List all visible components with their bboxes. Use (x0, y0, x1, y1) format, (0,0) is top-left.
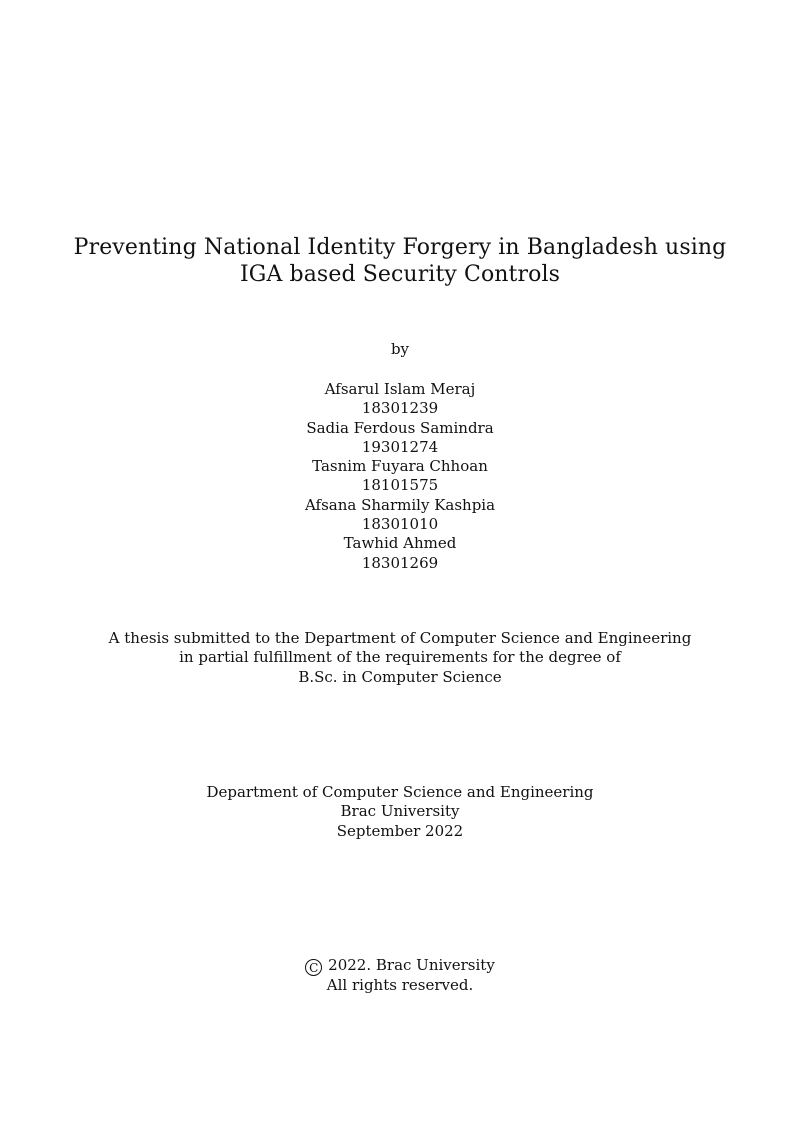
author-id: 19301274 (361, 437, 439, 456)
author-id: 18301010 (361, 515, 439, 534)
author-list (0, 380, 800, 573)
copyright-line (0, 956, 800, 976)
author-id: 18101575 (361, 476, 439, 495)
submission-line-3: B.Sc. in Computer Science (298, 667, 502, 686)
copyright-text: 2022. Brac University (328, 956, 495, 974)
title-line-2: IGA based Security Controls (239, 262, 560, 287)
author-name: Sadia Ferdous Samindra (306, 418, 494, 437)
submission-line-2: in partial fulfillment of the requirements for the degree of (179, 648, 621, 667)
copyright-block (0, 956, 800, 995)
author-name: Afsarul Islam Meraj (324, 380, 476, 398)
submission-statement (0, 629, 800, 687)
thesis-title (0, 234, 800, 288)
author-name: Afsana Sharmily Kashpia (304, 495, 496, 514)
university-name: Brac University (340, 802, 460, 821)
title-line-1: Preventing National Identity Forgery in Bangladesh using (73, 235, 727, 260)
by-label: by (390, 340, 410, 358)
author-id: 18301269 (361, 553, 439, 572)
affiliation-block (0, 783, 800, 841)
rights-reserved: All rights reserved. (326, 976, 474, 994)
submission-date: September 2022 (336, 821, 464, 840)
copyright-icon: C (305, 959, 322, 976)
author-name: Tasnim Fuyara Chhoan (312, 457, 488, 476)
author-id: 18301239 (361, 399, 439, 418)
department-name: Department of Computer Science and Engineering (206, 783, 594, 801)
submission-line-1: A thesis submitted to the Department of Computer Science and Engineering (108, 629, 692, 647)
author-name: Tawhid Ahmed (343, 534, 457, 553)
